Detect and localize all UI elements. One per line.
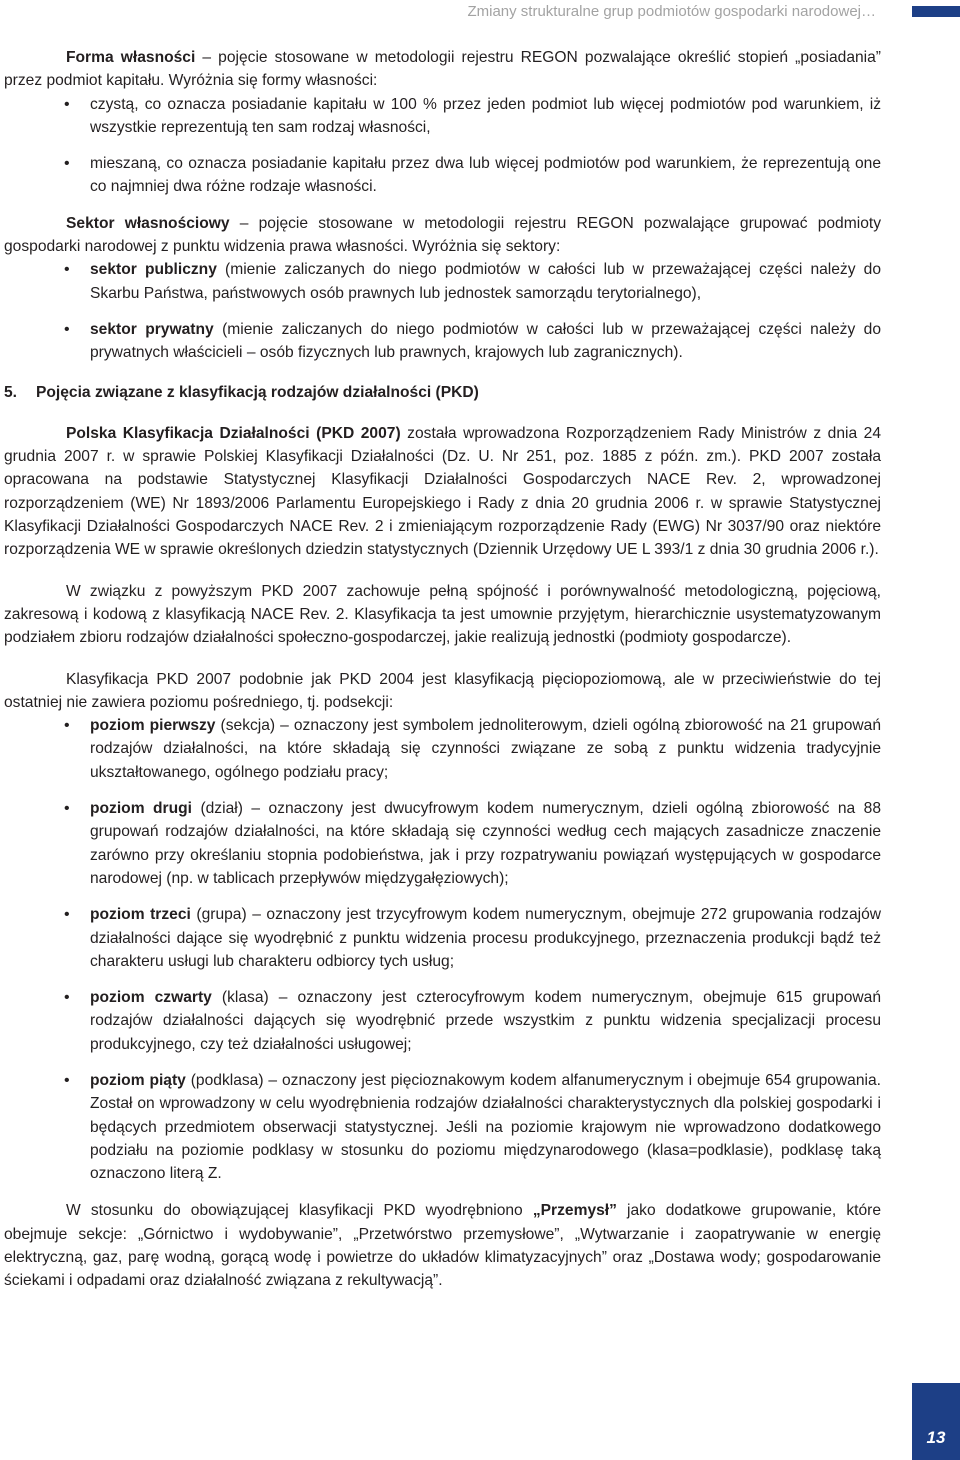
przemysl-text-a: W stosunku do obowiązującej klasyfikacji PKD wyodrębniono xyxy=(66,1202,533,1220)
level-term: poziom trzeci xyxy=(90,906,191,924)
level-text: (sekcja) – oznaczony jest symbolem jednoliterowym, dzieli ogólną zbiorowość na 21 grupowań rodzajów działalności, na które składają się czynności związane ze sobą z punktu widzenia tradycyjnie ukształtowanego, ogólnego podziału pracy; xyxy=(90,717,881,781)
level-term: poziom czwarty xyxy=(90,989,212,1007)
running-header: Zmiany strukturalne grup podmiotów gospodarki narodowej… xyxy=(467,3,876,20)
list-item xyxy=(4,318,881,365)
sektor-list xyxy=(4,258,881,364)
level-term: poziom piąty xyxy=(90,1071,186,1089)
sektor-definition xyxy=(4,212,881,259)
section-title: Pojęcia związane z klasyfikacją rodzajów działalności (PKD) xyxy=(36,383,479,401)
forma-definition-text: – pojęcie stosowane w metodologii rejestru REGON pozwalające określić stopień „posiadania” przez podmiot kapitału. Wyróżnia się formy własności: xyxy=(4,49,881,90)
level-term: poziom pierwszy xyxy=(90,717,216,735)
page-number: 13 xyxy=(926,1428,946,1447)
forma-item-text: czystą, co oznacza posiadanie kapitału w 100 % przez jeden podmiot lub więcej podmiotów pod warunkiem, iż wszystkie reprezentują ten sam rodzaj własności, xyxy=(90,95,881,136)
nace-paragraph: W związku z powyższym PKD 2007 zachowuje pełną spójność i porównywalność metodologiczną, pojęciową, zakresową i kodową z klasyfikacją NACE Rev. 2. Klasyfikacja ta jest umownie przyjętym, hierarchicznie usystematyzowanym podziałem zbioru rodzajów działalności społeczno-gospodarczej, jakie realizują jednostki (podmioty gospodarcze). xyxy=(4,582,881,647)
forma-definition xyxy=(4,46,881,93)
list-item xyxy=(4,986,881,1056)
sektor-item-term: sektor publiczny xyxy=(90,261,217,279)
list-item xyxy=(4,258,881,305)
levels-list xyxy=(4,714,881,1185)
pkd-term: Polska Klasyfikacja Działalności (PKD 2007) xyxy=(66,424,401,442)
forma-term: Forma własności xyxy=(66,49,196,66)
sektor-item-term: sektor prywatny xyxy=(90,320,214,338)
pkd-paragraph-text: została wprowadzona Rozporządzeniem Rady Ministrów z dnia 24 grudnia 2007 r. w sprawie Polskiej Klasyfikacji Działalności (Dz. U. Nr 251, poz. 1885 z późn. zm.). PKD 2007 została opracowana na podstawie Statystycznej Klasyfikacji Działalności Gospodarczych NACE Rev. 2, wprowadzonej rozporządzeniem (WE) Nr 1893/2006 Parlamentu Europejskiego i Rady z dnia 20 grudnia 2006 r. w sprawie Statystycznej Klasyfikacji Działalności Gospodarczych NACE Rev. 2 i zmieniającym rozporządzenie Rady (EWG) Nr 3037/90 oraz niektóre rozporządzenia WE w sprawie określonych dziedzin statystycznych (Dziennik Urzędowy UE L 393/1 z dnia 30 grudnia 2006 r.). xyxy=(4,424,881,559)
pkd-paragraph xyxy=(4,422,881,562)
page-number-badge xyxy=(912,1383,960,1460)
sektor-definition-text: – pojęcie stosowane w metodologii rejestru REGON pozwalające grupować podmioty gospodarki narodowej z punktu widzenia prawa własności. Wyróżnia się sektory: xyxy=(4,214,881,256)
level-term: poziom drugi xyxy=(90,800,192,818)
level-text: (grupa) – oznaczony jest trzycyfrowym kodem numerycznym, obejmuje 272 grupowania rodzajów działalności dające się wyodrębnić z punktu widzenia procesu produkcyjnego, przeznaczenia produkcji bądź też charakteru usługi lub charakteru odbiorcy tych usług; xyxy=(90,906,882,970)
section-heading xyxy=(4,381,881,404)
list-item xyxy=(4,903,881,973)
list-item xyxy=(4,797,881,890)
przemysl-term: „Przemysł” xyxy=(532,1202,617,1220)
list-item xyxy=(4,1069,881,1185)
forma-list xyxy=(4,93,881,199)
sektor-item-text: (mienie zaliczanych do niego podmiotów w całości lub w przeważającej części należy do prywatnych właścicieli – osób fizycznych lub prawnych, krajowych lub zagranicznych). xyxy=(90,320,881,362)
level-text: (dział) – oznaczony jest dwucyfrowym kodem numerycznym, dzieli ogólną zbiorowość na 88 grupowań rodzajów działalności, na które składają się czynności według cech mających zasadnicze znaczenie zarówno przy określaniu stopnia podobieństwa, jak i przy rozpatrywaniu powiązań występujących w gospodarce narodowej (np. w tablicach przepływów międzygałęziowych); xyxy=(90,800,881,887)
przemysl-text-b: jako dodatkowe grupowanie, które obejmuje sekcje: „Górnictwo i wydobywanie”, „Przetwórstwo przemysłowe”, „Wytwarzanie i zaopatrywanie w energię elektryczną, gaz, parę wodną, gorącą wodę i powietrze do układów klimatyzacyjnych” oraz „Dostawa wody; gospodarowanie ściekami i odpadami oraz działalność związana z rekultywacją”. xyxy=(4,1202,881,1290)
sektor-item-text: (mienie zaliczanych do niego podmiotów w całości lub w przeważającej części należy do Skarbu Państwa, państwowych osób prawnych lub jednostek samorządu terytorialnego), xyxy=(90,261,882,302)
header-accent-bar xyxy=(912,6,960,17)
sektor-term: Sektor własnościowy xyxy=(66,214,230,232)
page-content xyxy=(4,46,881,1293)
levels-intro-paragraph: Klasyfikacja PKD 2007 podobnie jak PKD 2004 jest klasyfikacją pięciopoziomową, ale w przeciwieństwie do tej ostatniej nie zawiera poziomu pośredniego, tj. podsekcji: xyxy=(4,670,881,711)
przemysl-paragraph xyxy=(4,1199,881,1292)
forma-item-text: mieszaną, co oznacza posiadanie kapitału przez dwa lub więcej podmiotów pod warunkiem, że reprezentują one co najmniej dwa różne rodzaje własności. xyxy=(90,155,881,196)
level-text: (klasa) – oznaczony jest czterocyfrowym kodem numerycznym, obejmuje 615 grupowań rodzajów działalności dających się wyodrębnić przede wszystkim z punktu widzenia specjalizacji procesu produkcyjnego, czy też działalności usługowej; xyxy=(90,989,881,1053)
level-text: (podklasa) – oznaczony jest pięcioznakowym kodem alfanumerycznym i obejmuje 654 grupowania. Został on wprowadzony w celu wyodrębnienia rodzajów działalności charakterystycznych dla polskiej gospodarki i będących przedmiotem obserwacji statystycznej. Jeśli na poziomie krajowym nie wprowadzono dodatkowego podziału na poziomie podklasy w stosunku do poziomu międzynarodowego (klasa=podklasie), podklasę taką oznaczono literą Z. xyxy=(90,1071,881,1183)
list-item xyxy=(4,93,881,140)
list-item xyxy=(4,714,881,784)
section-number: 5. xyxy=(4,383,18,401)
list-item xyxy=(4,152,881,199)
